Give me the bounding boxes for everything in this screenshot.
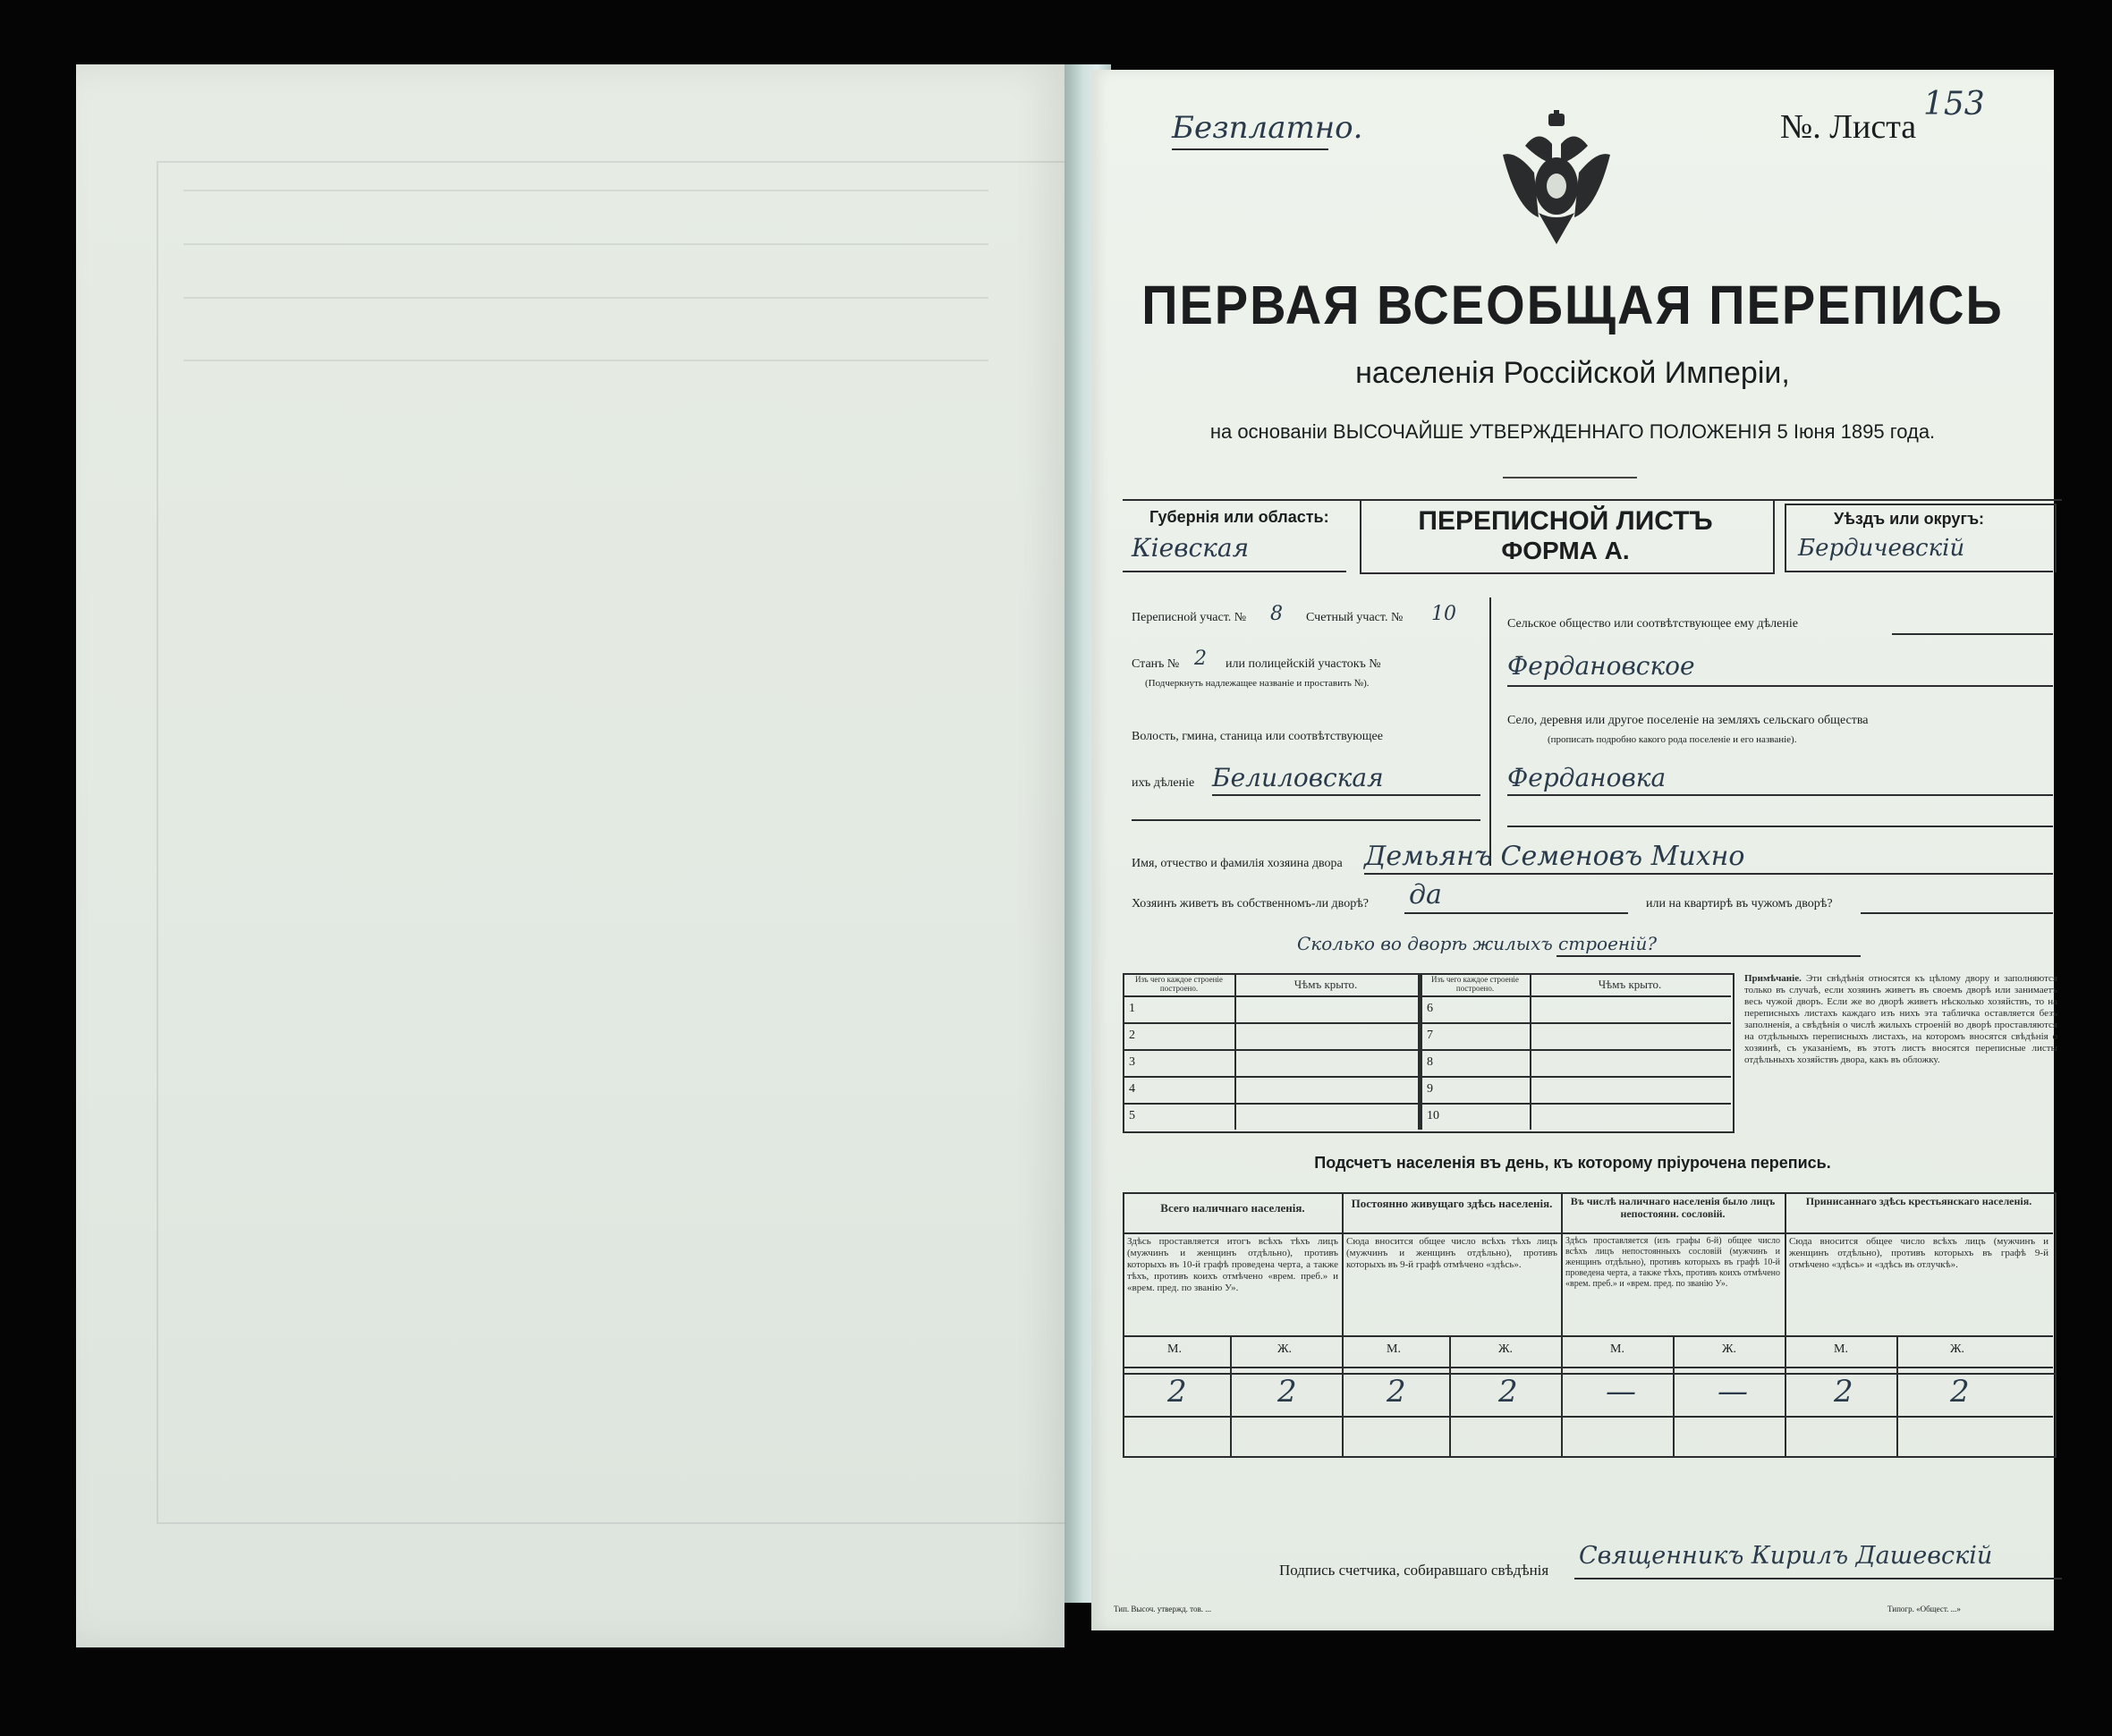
census-subtitle: населенія Россійской Имперіи, xyxy=(1355,356,1790,390)
male-label: М. xyxy=(1167,1342,1182,1356)
sheet-number-label: №. Листа xyxy=(1780,108,1917,146)
village-label: Село, деревня или другое поселеніе на земляхъ сельскаго общества xyxy=(1507,714,1869,727)
row-divider xyxy=(1123,1022,1731,1024)
gubernia-value: Кіевская xyxy=(1132,533,1250,563)
summary-group-desc: Сюда вносится общее число всѣхъ лицъ (мужчинъ и женщинъ отдѣльно), противъ которыхъ въ графѣ 9-й отмѣчено «здѣсь» и «здѣсь въ отлучкѣ». xyxy=(1789,1236,2048,1270)
signature-label: Подпись счетчика, собиравшаго свѣдѣнія xyxy=(1279,1562,1549,1579)
counting-district-value: 10 xyxy=(1431,603,1456,625)
gubernia-underline xyxy=(1123,571,1346,572)
census-title: ПЕРВАЯ ВСЕОБЩАЯ ПЕРЕПИСЬ xyxy=(1141,273,2004,336)
own-house-underline xyxy=(1404,912,1628,914)
row-number: 5 xyxy=(1129,1109,1135,1122)
summary-group-title: Принисаннаго здѣсь крестьянскаго населенія. xyxy=(1805,1195,2032,1207)
rural-society-value: Фердановское xyxy=(1507,651,1695,681)
mf-divider xyxy=(1449,1335,1451,1456)
rented-underline xyxy=(1861,912,2053,914)
male-label: М. xyxy=(1387,1342,1401,1356)
gubernia-label: Губернія или область: xyxy=(1149,508,1329,526)
row-divider xyxy=(1123,1049,1731,1051)
male-label: М. xyxy=(1610,1342,1624,1356)
census-basis: на основаніи ВЫСОЧАЙШЕ УТВЕРЖДЕННАГО ПОЛОЖЕНІЯ 5 Іюня 1895 года. xyxy=(1209,420,1936,443)
row-number: 1 xyxy=(1129,1002,1135,1015)
show-through-frame xyxy=(157,161,1081,1524)
mf-divider xyxy=(1673,1335,1675,1456)
row-number: 7 xyxy=(1427,1029,1433,1042)
row-divider xyxy=(1123,995,1731,997)
volost-underline-2 xyxy=(1132,819,1480,821)
buildings-underline xyxy=(1556,955,1861,957)
mf-divider xyxy=(1896,1335,1898,1456)
underline-note: (Подчеркнуть надлежащее названіе и проставить №). xyxy=(1145,678,1370,689)
double-headed-eagle-icon xyxy=(1498,110,1615,253)
row-number: 3 xyxy=(1129,1055,1135,1069)
summary-heading: Подсчетъ населенія въ день, къ которому пріурочена перепись. xyxy=(1314,1154,1831,1172)
row-number: 8 xyxy=(1427,1055,1433,1069)
rented-label: или на квартирѣ въ чужомъ дворѣ? xyxy=(1646,897,1833,910)
sheet-number-value: 153 xyxy=(1923,86,1985,123)
village-note: (прописать подробно какого рода поселеніе и его названіе). xyxy=(1548,734,1797,745)
row-divider xyxy=(1123,1076,1731,1078)
mf-divider xyxy=(1230,1335,1232,1456)
peasant-male-value: 2 xyxy=(1834,1374,1853,1410)
show-through-line xyxy=(183,297,988,299)
summary-group-desc: Здѣсь проставляется (изъ графы 6-й) общее число всѣхъ лицъ непостоянныхъ сословій (мужчинъ и женщинъ отдѣльно), противъ которыхъ въ графѣ 10-й проведена черта, а также тѣхъ, противъ коихъ отмѣчено «врем. преб.» и «врем. пред. по званію У». xyxy=(1565,1236,1780,1289)
total-female-value: 2 xyxy=(1277,1374,1297,1410)
row-number: 2 xyxy=(1129,1029,1135,1042)
form-title: ФОРМА А. xyxy=(1501,537,1630,564)
summary-group-title: Въ числѣ наличнаго населенія было лицъ непостоянн. сословій. xyxy=(1570,1195,1776,1220)
row-number: 10 xyxy=(1427,1109,1439,1122)
female-label: Ж. xyxy=(1277,1342,1293,1356)
free-underline xyxy=(1172,148,1328,150)
group-divider xyxy=(1561,1335,1563,1456)
ornament-divider xyxy=(1503,477,1637,478)
owner-value: Демьянъ Семеновъ Михно xyxy=(1364,841,1745,872)
note-text: Эти свѣдѣнія относятся къ цѣлому двору и заполняются только въ случаѣ, если хозяинъ живетъ въ своемъ дворѣ или занимаетъ весь чужой дворъ. Если же во дворѣ живетъ нѣсколько хозяйствъ, то на переписныхъ листахъ каждаго изъ нихъ эта табличка оставляется безъ заполненія, а свѣдѣнія о числѣ жилыхъ строеній во дворѣ проставляются на отдѣльныхъ переписныхъ листахъ, на которомъ вносятся свѣдѣнія о хозяинѣ, съ указаніемъ, въ этотъ листъ вносятся переписные листы отдѣльныхъ хозяйствъ двора, какъ въ обложку. xyxy=(1744,973,2057,1065)
signature-underline xyxy=(1574,1578,2062,1579)
nonpermanent-female-value: — xyxy=(1718,1374,1748,1410)
peasant-female-value: 2 xyxy=(1950,1374,1970,1410)
summary-group-desc: Сюда вносится общее число всѣхъ тѣхъ лицъ (мужчинъ и женщинъ отдѣльно), противъ которыхъ въ 9-й графѣ отмѣчено «здѣсь». xyxy=(1346,1236,1557,1270)
volost-underline xyxy=(1212,794,1480,796)
row-number: 9 xyxy=(1427,1082,1433,1096)
total-male-value: 2 xyxy=(1167,1374,1187,1410)
uezd-underline xyxy=(1785,571,2053,572)
sheet-title: ПЕРЕПИСНОЙ ЛИСТЪ xyxy=(1418,506,1713,536)
rural-society-underline xyxy=(1892,633,2053,635)
buildings-heading: Сколько во дворѣ жилыхъ строеній? xyxy=(1297,933,1658,954)
village-value: Фердановка xyxy=(1507,763,1667,792)
left-page xyxy=(76,64,1064,1647)
printer-left: Тип. Высоч. утвержд. тов. ... xyxy=(1114,1605,1211,1613)
volost-label: Волость, гмина, станица или соотвѣтствующее xyxy=(1132,730,1383,743)
row-number: 4 xyxy=(1129,1082,1135,1096)
summary-row-divider xyxy=(1123,1232,2053,1234)
printer-right: Типогр. «Общест. ...» xyxy=(1887,1605,1961,1613)
rural-society-underline-2 xyxy=(1507,685,2053,687)
village-underline-2 xyxy=(1507,826,2053,827)
summary-group-title: Всего наличнаго населенія. xyxy=(1160,1201,1305,1215)
fields-divider xyxy=(1489,597,1491,866)
census-district-value: 8 xyxy=(1270,603,1283,625)
free-label: Безплатно. xyxy=(1172,110,1363,146)
show-through-line xyxy=(183,190,988,191)
volost-label-2: ихъ дѣленіе xyxy=(1132,776,1195,790)
female-label: Ж. xyxy=(1722,1342,1737,1356)
group-divider xyxy=(1785,1335,1786,1456)
row-divider xyxy=(1123,1103,1731,1105)
counting-district-label: Счетный участ. № xyxy=(1306,611,1404,624)
buildings-col1-header: Изъ чего каждое строеніе построено. xyxy=(1135,975,1223,993)
own-house-value: да xyxy=(1409,879,1442,910)
owner-label: Имя, отчество и фамилія хозяина двора xyxy=(1132,857,1343,870)
signature-value: Священникъ Кирилъ Дашевскій xyxy=(1579,1542,1993,1570)
buildings-col3-header: Изъ чего каждое строеніе построено. xyxy=(1431,975,1519,993)
police-district-label: или полицейскій участокъ № xyxy=(1226,657,1381,671)
volost-value: Белиловская xyxy=(1212,763,1384,792)
census-form-page xyxy=(1091,70,2057,1630)
show-through-line xyxy=(183,360,988,361)
resident-male-value: 2 xyxy=(1387,1374,1406,1410)
stan-label: Станъ № xyxy=(1132,657,1180,671)
female-label: Ж. xyxy=(1950,1342,1965,1356)
resident-female-value: 2 xyxy=(1498,1374,1518,1410)
village-underline xyxy=(1507,794,2053,796)
summary-values-frame xyxy=(1123,1367,2057,1458)
uezd-label: Уѣздъ или округъ: xyxy=(1834,510,1985,528)
buildings-col4-header: Чѣмъ крыто. xyxy=(1598,978,1662,991)
note-label: Примѣчаніе. xyxy=(1744,973,1802,984)
group-divider xyxy=(1342,1335,1344,1456)
own-house-label: Хозяинъ живетъ въ собственномъ-ли дворѣ? xyxy=(1132,897,1370,910)
census-district-label: Переписной участ. № xyxy=(1132,611,1247,624)
rural-society-label: Сельское общество или соотвѣтствующее ему дѣленіе xyxy=(1507,617,1798,631)
note-block xyxy=(1744,973,2057,1139)
nonpermanent-male-value: — xyxy=(1606,1374,1636,1410)
show-through-line xyxy=(183,243,988,245)
buildings-col2-header: Чѣмъ крыто. xyxy=(1293,978,1358,991)
summary-group-desc: Здѣсь проставляется итогъ всѣхъ тѣхъ лицъ (мужчинъ и женщинъ отдѣльно), противъ которыхъ въ 10-й графѣ проведена черта, а также тѣхъ, противъ коихъ отмѣчено «врем. преб.» и «врем. пред. по званію У». xyxy=(1127,1236,1338,1293)
summary-row-divider xyxy=(1123,1335,2053,1337)
male-label: М. xyxy=(1834,1342,1848,1356)
summary-group-title: Постоянно живущаго здѣсь населенія. xyxy=(1351,1197,1553,1210)
stan-value: 2 xyxy=(1194,648,1207,670)
owner-underline xyxy=(1364,873,2053,875)
row-number: 6 xyxy=(1427,1002,1433,1015)
uezd-value: Бердичевскій xyxy=(1798,535,1965,562)
female-label: Ж. xyxy=(1498,1342,1514,1356)
